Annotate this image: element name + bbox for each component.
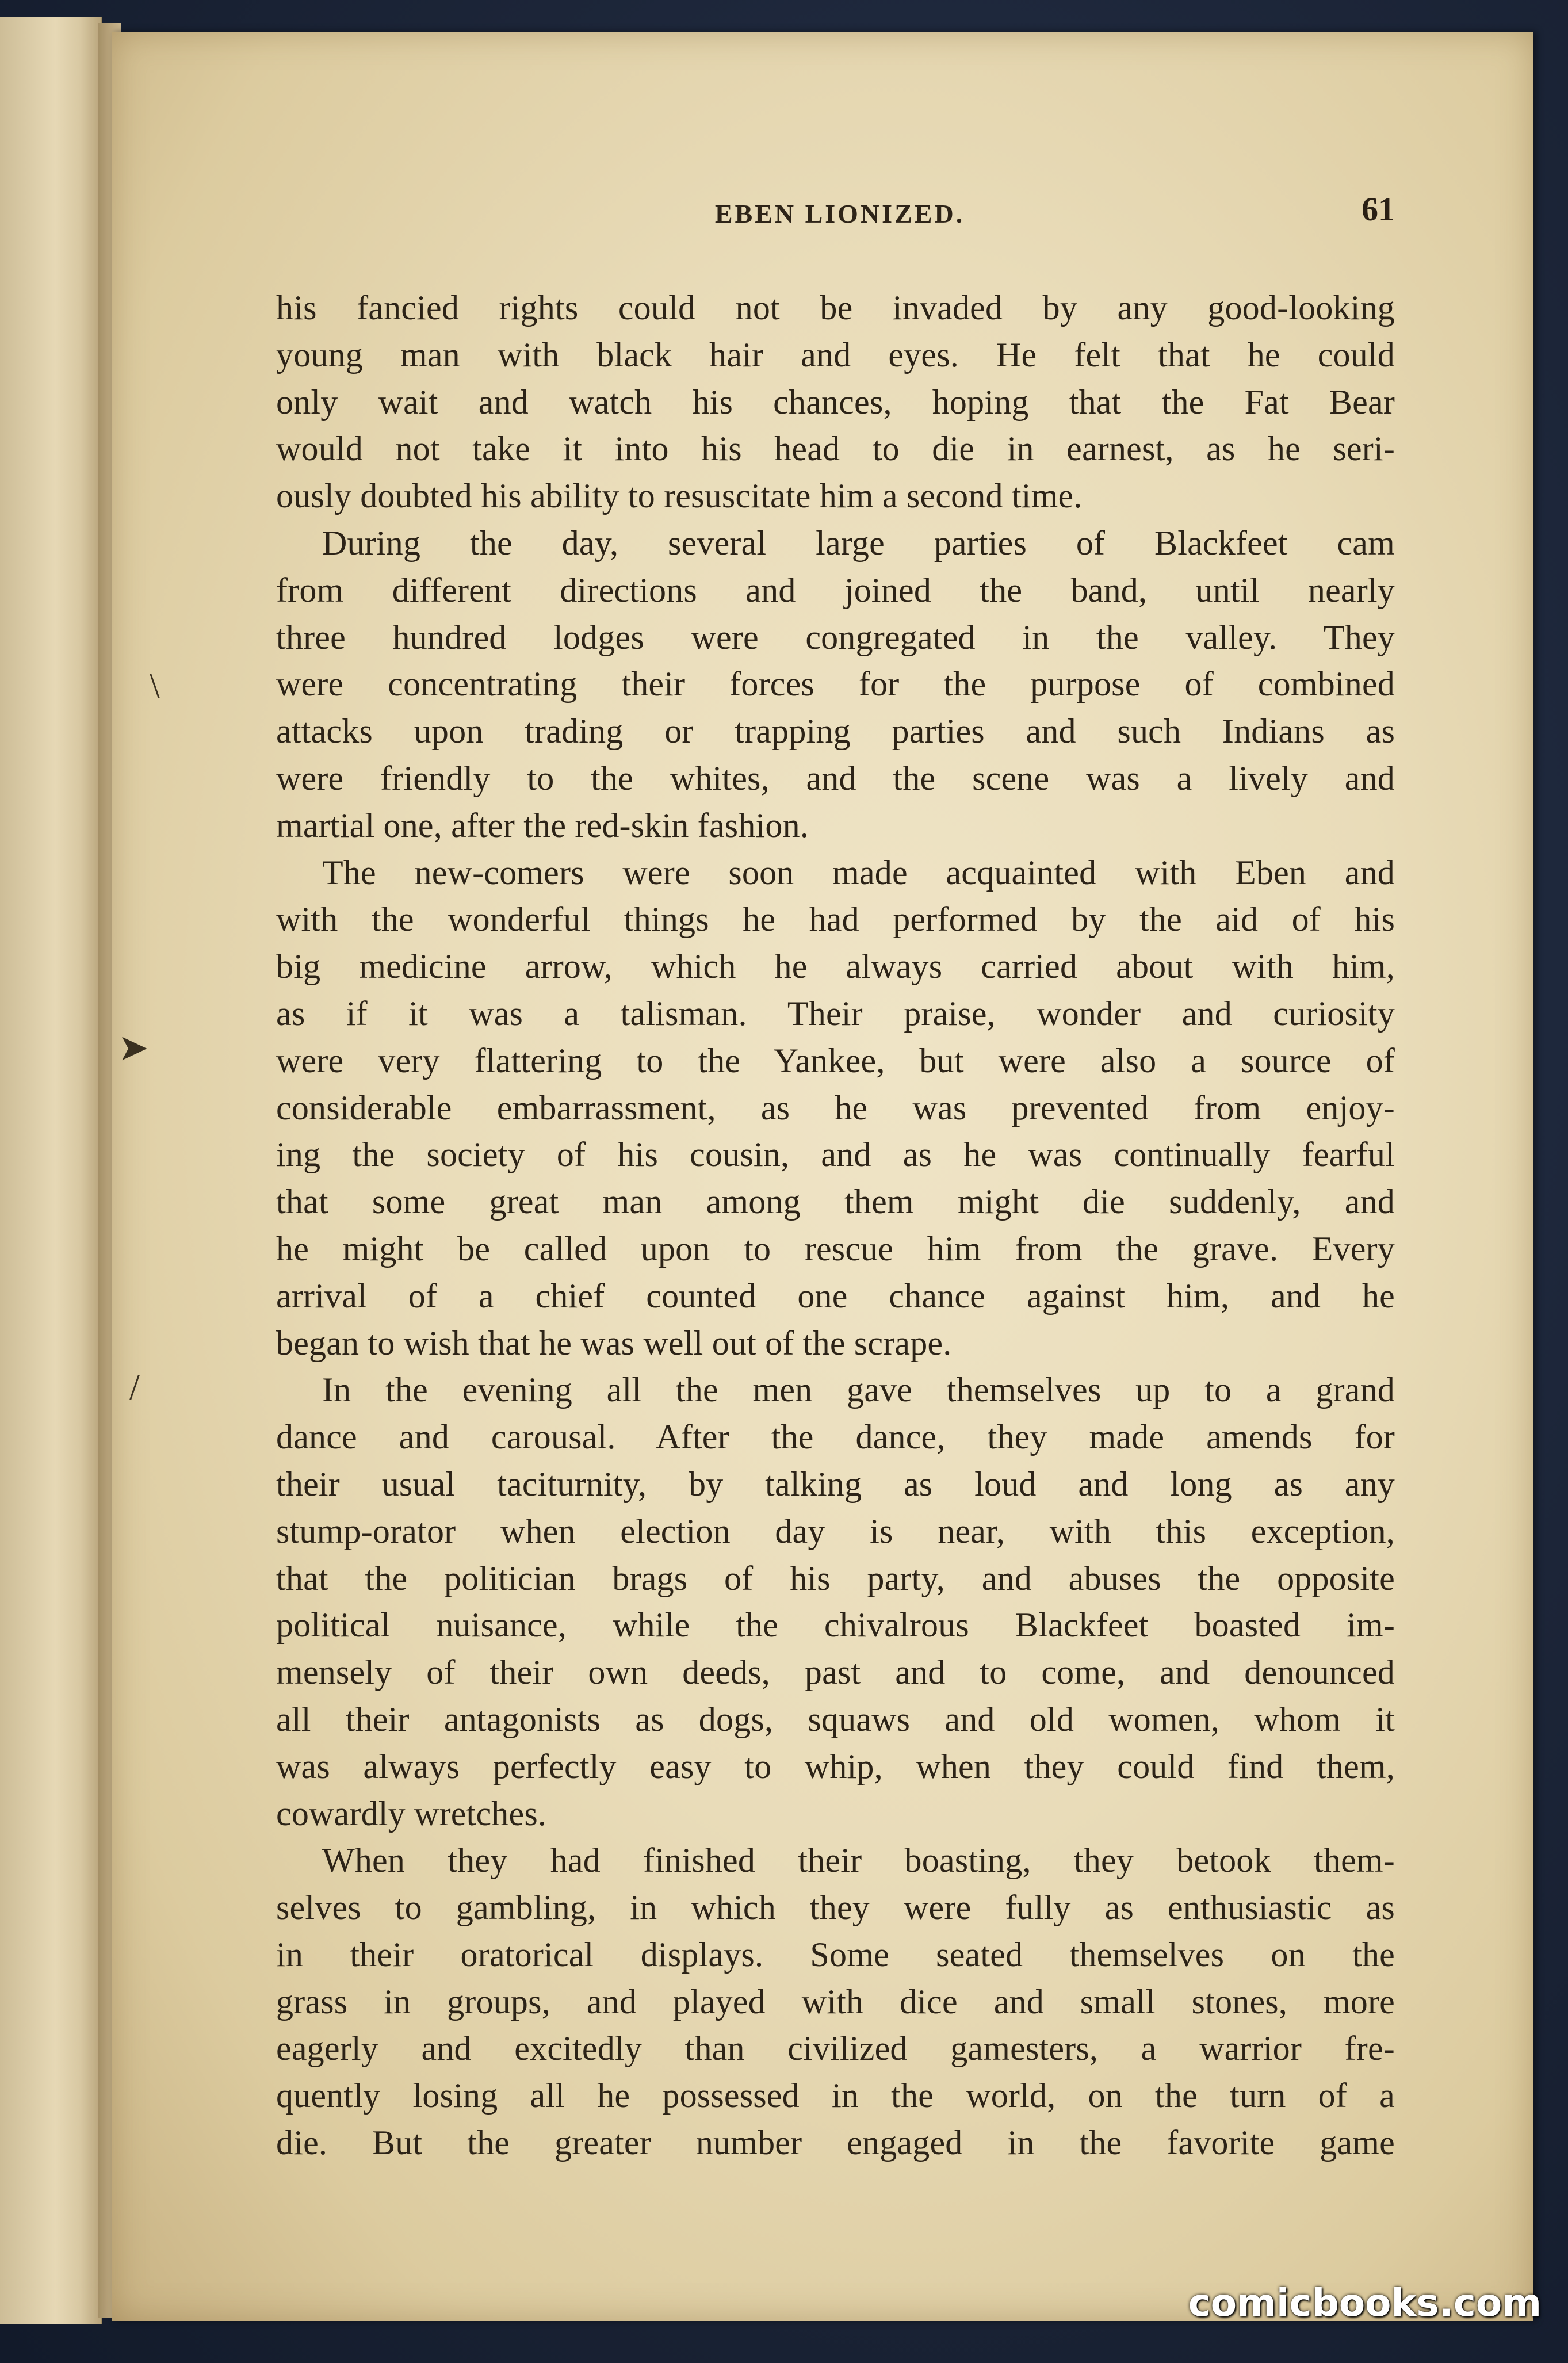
text-line: that the politician brags of his party, and abuses the opposite — [276, 1559, 1395, 1597]
text-line: arrival of a chief counted one chance against him, and he — [276, 1276, 1395, 1315]
paragraph — [276, 520, 1395, 850]
text-line: their usual taciturnity, by talking as loud and long as any — [276, 1465, 1395, 1503]
text-line: all their antagonists as dogs, squaws and old women, whom it — [276, 1700, 1395, 1738]
text-line: During the day, several large parties of Blackfeet cam — [322, 523, 1395, 562]
text-line: stump-orator when election day is near, with this exception, — [276, 1512, 1395, 1550]
text-line: with the wonderful things he had performed by the aid of his — [276, 900, 1395, 939]
paragraph — [276, 850, 1395, 1367]
text-line: he might be called upon to rescue him from the grave. Every — [276, 1229, 1395, 1268]
text-line: ously doubted his ability to resuscitate him a second time. — [276, 477, 1083, 515]
page-number: 61 — [1362, 190, 1395, 228]
facing-page-edge — [0, 17, 102, 2324]
text-line: In the evening all the men gave themselves up to a grand — [322, 1371, 1395, 1409]
paragraph — [276, 1367, 1395, 1837]
paragraph — [276, 1837, 1395, 2167]
text-line: attacks upon trading or trapping parties and such Indians as — [276, 712, 1395, 751]
text-line: began to wish that he was well out of the scrape. — [276, 1324, 952, 1362]
text-line: When they had finished their boasting, they betook them- — [322, 1841, 1395, 1880]
text-line: selves to gambling, in which they were fully as enthusiastic as — [276, 1888, 1395, 1927]
text-line: young man with black hair and eyes. He felt that he could — [276, 335, 1395, 374]
text-line: quently losing all he possessed in the world, on the turn of a — [276, 2077, 1395, 2115]
text-line: big medicine arrow, which he always carried about with him, — [276, 947, 1395, 986]
text-line: considerable embarrassment, as he was prevented from enjoy- — [276, 1088, 1395, 1127]
margin-arrow-mark: ➤ — [118, 1027, 149, 1068]
running-title: EBEN LIONIZED. — [714, 199, 965, 228]
text-line: in their oratorical displays. Some seated themselves on the — [276, 1935, 1395, 1974]
text-line: were concentrating their forces for the purpose of combined — [276, 665, 1395, 703]
text-line: political nuisance, while the chivalrous Blackfeet boasted im- — [276, 1606, 1395, 1645]
text-line: ing the society of his cousin, and as he was continually fearful — [276, 1135, 1395, 1174]
text-line: martial one, after the red-skin fashion. — [276, 806, 809, 844]
text-line: The new-comers were soon made acquainted with Eben and — [322, 853, 1395, 892]
text-line: as if it was a talisman. Their praise, wonder and curiosity — [276, 994, 1395, 1033]
text-line: were very flattering to the Yankee, but were also a source of — [276, 1041, 1395, 1080]
text-line: dance and carousal. After the dance, they made amends for — [276, 1418, 1395, 1456]
text-line: that some great man among them might die suddenly, and — [276, 1183, 1395, 1221]
page-body-text — [276, 285, 1395, 2167]
text-line: die. But the greater number engaged in the favorite game — [276, 2124, 1395, 2162]
margin-tick-mark: / — [129, 1367, 140, 1408]
text-line: would not take it into his head to die in earnest, as he seri- — [276, 430, 1395, 468]
text-line: from different directions and joined the band, until nearly — [276, 571, 1395, 609]
text-line: three hundred lodges were congregated in the valley. They — [276, 618, 1395, 656]
text-line: was always perfectly easy to whip, when they could find them, — [276, 1747, 1395, 1785]
text-line: eagerly and excitedly than civilized gamesters, a warrior fre- — [276, 2029, 1395, 2068]
paragraph — [276, 285, 1395, 520]
margin-tick-mark: \ — [150, 665, 160, 706]
text-line: cowardly wretches. — [276, 1794, 547, 1833]
text-line: mensely of their own deeds, past and to come, and denounced — [276, 1653, 1395, 1692]
text-line: only wait and watch his chances, hoping that the Fat Bear — [276, 383, 1395, 421]
text-line: his fancied rights could not be invaded by any good-looking — [276, 289, 1395, 327]
text-line: grass in groups, and played with dice and small stones, more — [276, 1982, 1395, 2021]
text-line: were friendly to the whites, and the scene was a lively and — [276, 759, 1395, 797]
site-watermark: comicbooks.com — [1188, 2281, 1542, 2325]
